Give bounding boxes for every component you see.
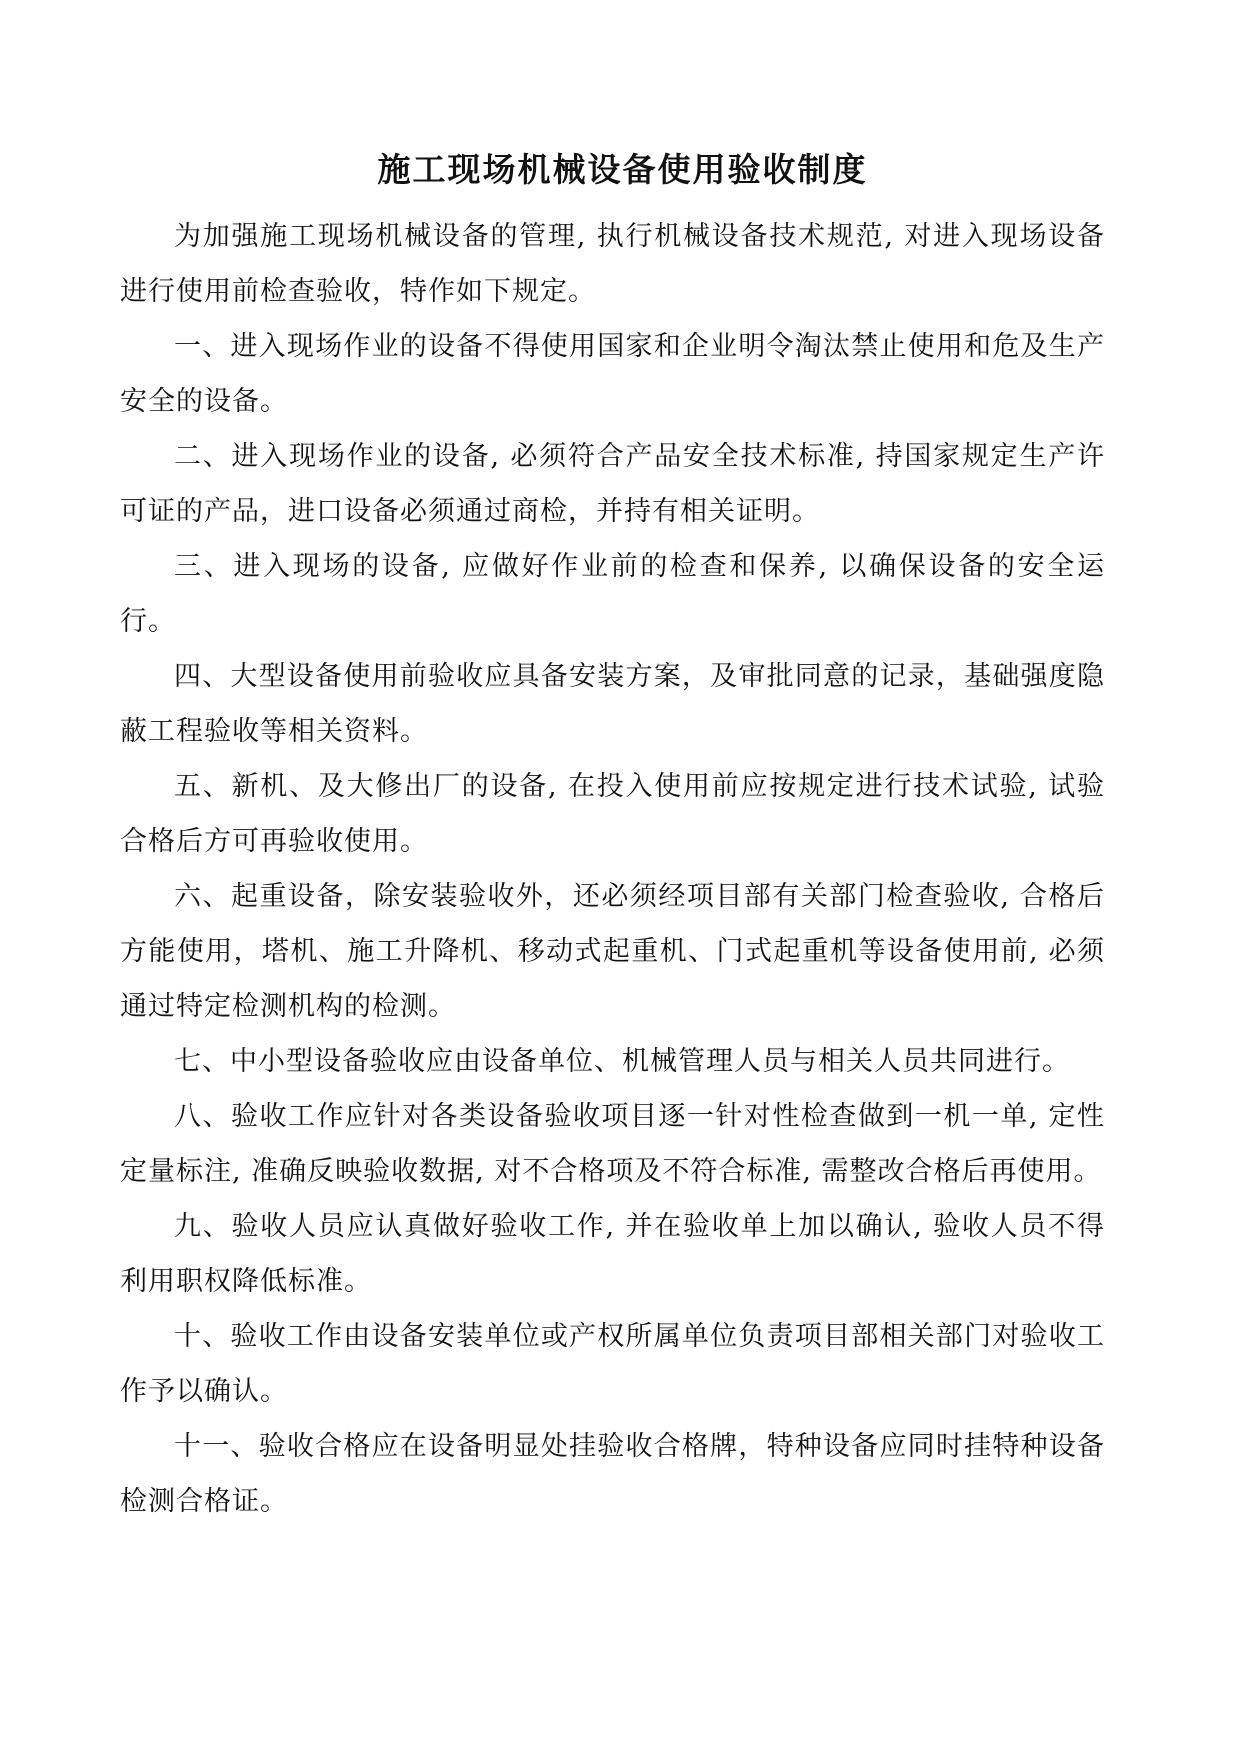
paragraph-rule-10: 十、验收工作由设备安装单位或产权所属单位负责项目部相关部门对验收工作予以确认。 — [120, 1321, 1105, 1407]
paragraph-rule-4: 四、大型设备使用前验收应具备安装方案，及审批同意的记录，基础强度隐蔽工程验收等相关资料。 — [120, 661, 1105, 747]
paragraph-rule-5: 五、新机、及大修出厂的设备, 在投入使用前应按规定进行技术试验, 试验合格后方可再验收使用。 — [120, 771, 1105, 857]
document-title: 施工现场机械设备使用验收制度 — [377, 150, 868, 189]
paragraph-rule-1: 一、进入现场作业的设备不得使用国家和企业明令淘汰禁止使用和危及生产安全的设备。 — [120, 331, 1105, 417]
paragraph-rule-11: 十一、验收合格应在设备明显处挂验收合格牌，特种设备应同时挂特种设备检测合格证。 — [120, 1431, 1105, 1517]
paragraph-rule-6: 六、起重设备，除安装验收外，还必须经项目部有关部门检查验收, 合格后方能使用，塔机、施工升降机、移动式起重机、门式起重机等设备使用前, 必须通过特定检测机构的检测。 — [120, 881, 1105, 1022]
paragraph-intro: 为加强施工现场机械设备的管理, 执行机械设备技术规范, 对进入现场设备进行使用前检查验收，特作如下规定。 — [120, 221, 1105, 307]
document-page — [120, 145, 1105, 1529]
paragraph-rule-8: 八、验收工作应针对各类设备验收项目逐一针对性检查做到一机一单, 定性定量标注, 准确反映验收数据, 对不合格项及不符合标准, 需整改合格后再使用。 — [120, 1101, 1105, 1187]
paragraph-rule-2: 二、进入现场作业的设备, 必须符合产品安全技术标准, 持国家规定生产许可证的产品，进口设备必须通过商检，并持有相关证明。 — [120, 441, 1105, 527]
paragraph-rule-7: 七、中小型设备验收应由设备单位、机械管理人员与相关人员共同进行。 — [174, 1046, 1070, 1077]
paragraph-rule-9: 九、验收人员应认真做好验收工作, 并在验收单上加以确认, 验收人员不得利用职权降低标准。 — [120, 1211, 1105, 1297]
paragraph-rule-3: 三、进入现场的设备, 应做好作业前的检查和保养, 以确保设备的安全运行。 — [120, 551, 1105, 637]
